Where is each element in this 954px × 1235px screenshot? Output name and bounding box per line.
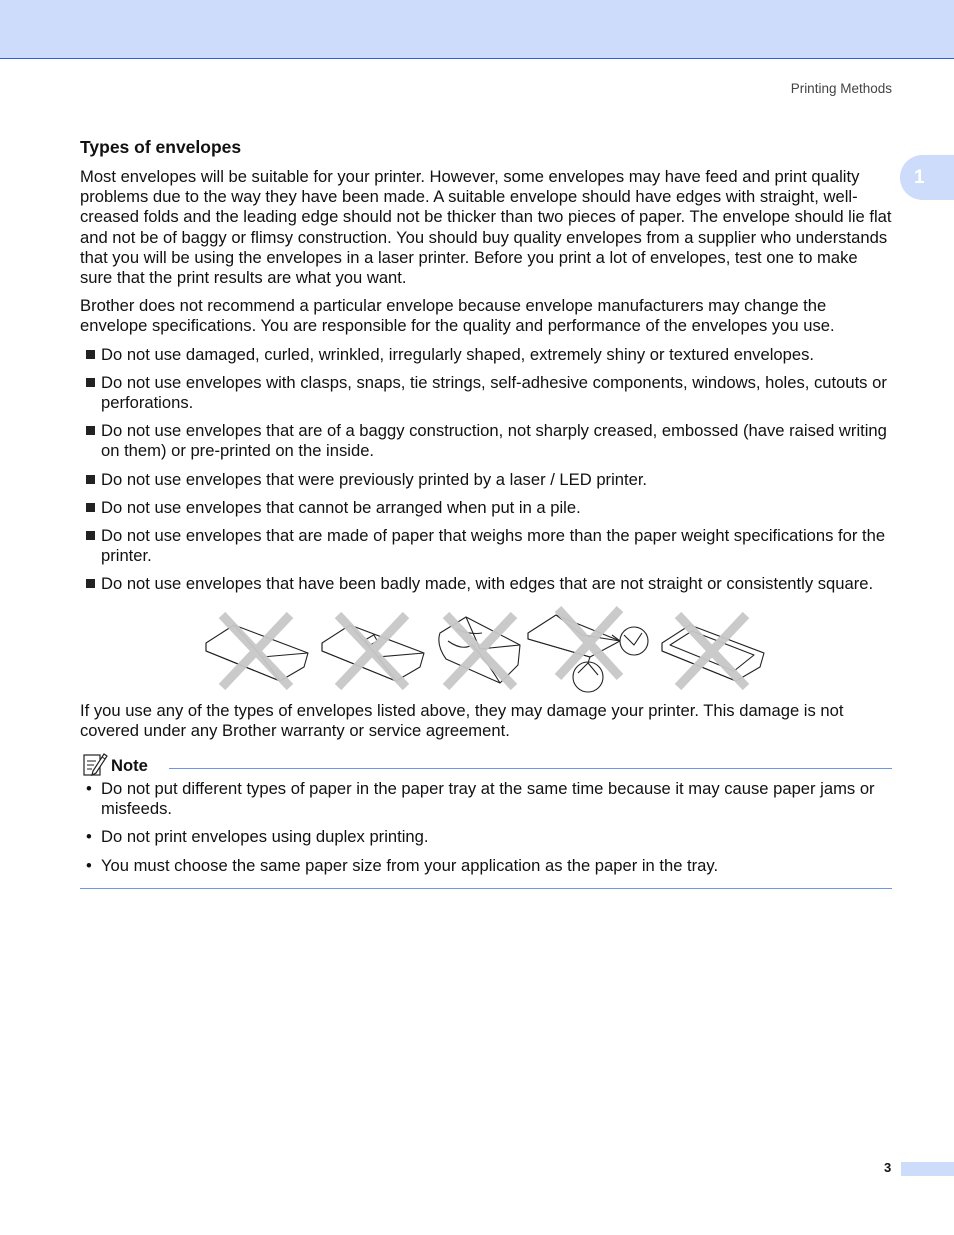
square-bullet-icon xyxy=(86,350,95,359)
chapter-number: 1 xyxy=(914,166,925,188)
list-item xyxy=(80,779,892,819)
section-title: Types of envelopes xyxy=(80,137,242,157)
running-header: Printing Methods xyxy=(790,81,892,96)
bad-envelopes-figure xyxy=(80,605,892,693)
page-number-bar xyxy=(901,1162,954,1176)
note-list xyxy=(80,779,892,876)
list-item-text: Do not use envelopes that cannot be arranged when put in a pile. xyxy=(101,497,581,517)
damage-warning: If you use any of the types of envelopes listed above, they may damage your printer. This damage is not covered under any Brother warranty or service agreement. xyxy=(80,700,844,740)
page-content xyxy=(80,136,892,889)
warning-list xyxy=(80,345,892,595)
list-item-text: Do not use envelopes that are made of paper that weighs more than the paper weight specifications for the printer. xyxy=(101,526,886,566)
list-item-text: Do not use envelopes that were previously printed by a laser / LED printer. xyxy=(101,469,648,489)
list-item xyxy=(80,827,892,847)
list-item-text: Do not use envelopes with clasps, snaps, tie strings, self-adhesive components, windows, holes, cutouts or perforations. xyxy=(101,372,887,413)
list-item-text: Do not use envelopes that have been badly made, with edges that are not straight or consistently square. xyxy=(101,574,874,594)
top-header-band xyxy=(0,0,954,59)
square-bullet-icon xyxy=(86,475,95,484)
dot-bullet-icon: • xyxy=(86,855,92,875)
paragraph-1: Most envelopes will be suitable for your printer. However, some envelopes may have feed and print quality problems due to the way they have been made. A suitable envelope should have edges with straight, well-creased folds and the leading edge should not be thicker than two pieces of paper. The envelope should lie flat and not be of baggy or flimsy construction. You should buy quality envelopes from a supplier who understands that you will be using the envelopes in a laser printer. Before you print a lot of envelopes, test one to make sure that the print results are what you want. xyxy=(80,167,892,288)
list-item xyxy=(80,526,892,566)
note-header xyxy=(80,751,892,777)
list-item-text: Do not use envelopes that are of a baggy construction, not sharply creased, embossed (have raised writing on them) or pre-printed on the inside. xyxy=(101,421,887,461)
list-item-text: Do not put different types of paper in the paper tray at the same time because it may cause paper jams or misfeeds. xyxy=(101,779,875,819)
list-item xyxy=(80,470,892,490)
badly-made-envelope-icon xyxy=(528,615,648,692)
list-item-text: You must choose the same paper size from your application as the paper in the tray. xyxy=(101,855,719,875)
list-item xyxy=(80,345,892,365)
list-item xyxy=(80,498,892,518)
list-item xyxy=(80,856,892,876)
square-bullet-icon xyxy=(86,503,95,512)
bad-envelopes-illustration xyxy=(200,605,770,693)
list-item-text: Do not use damaged, curled, wrinkled, irregularly shaped, extremely shiny or textured envelopes. xyxy=(101,344,814,364)
square-bullet-icon xyxy=(86,378,95,387)
list-item-text: Do not print envelopes using duplex printing. xyxy=(101,827,429,847)
list-item xyxy=(80,373,892,413)
list-item xyxy=(80,574,892,594)
paragraph-2: Brother does not recommend a particular envelope because envelope manufacturers may change the envelope specifications. You are responsible for the quality and performance of the envelopes you use. xyxy=(80,296,835,336)
note-top-rule xyxy=(169,768,892,769)
dot-bullet-icon: • xyxy=(86,827,92,847)
page-number: 3 xyxy=(884,1160,892,1175)
square-bullet-icon xyxy=(86,531,95,540)
dot-bullet-icon: • xyxy=(86,779,92,799)
note-bottom-rule xyxy=(80,888,892,889)
chapter-tab xyxy=(900,155,954,200)
note-title: Note xyxy=(111,756,148,776)
list-item xyxy=(80,421,892,461)
square-bullet-icon xyxy=(86,426,95,435)
square-bullet-icon xyxy=(86,579,95,588)
note-pencil-icon xyxy=(82,751,108,777)
